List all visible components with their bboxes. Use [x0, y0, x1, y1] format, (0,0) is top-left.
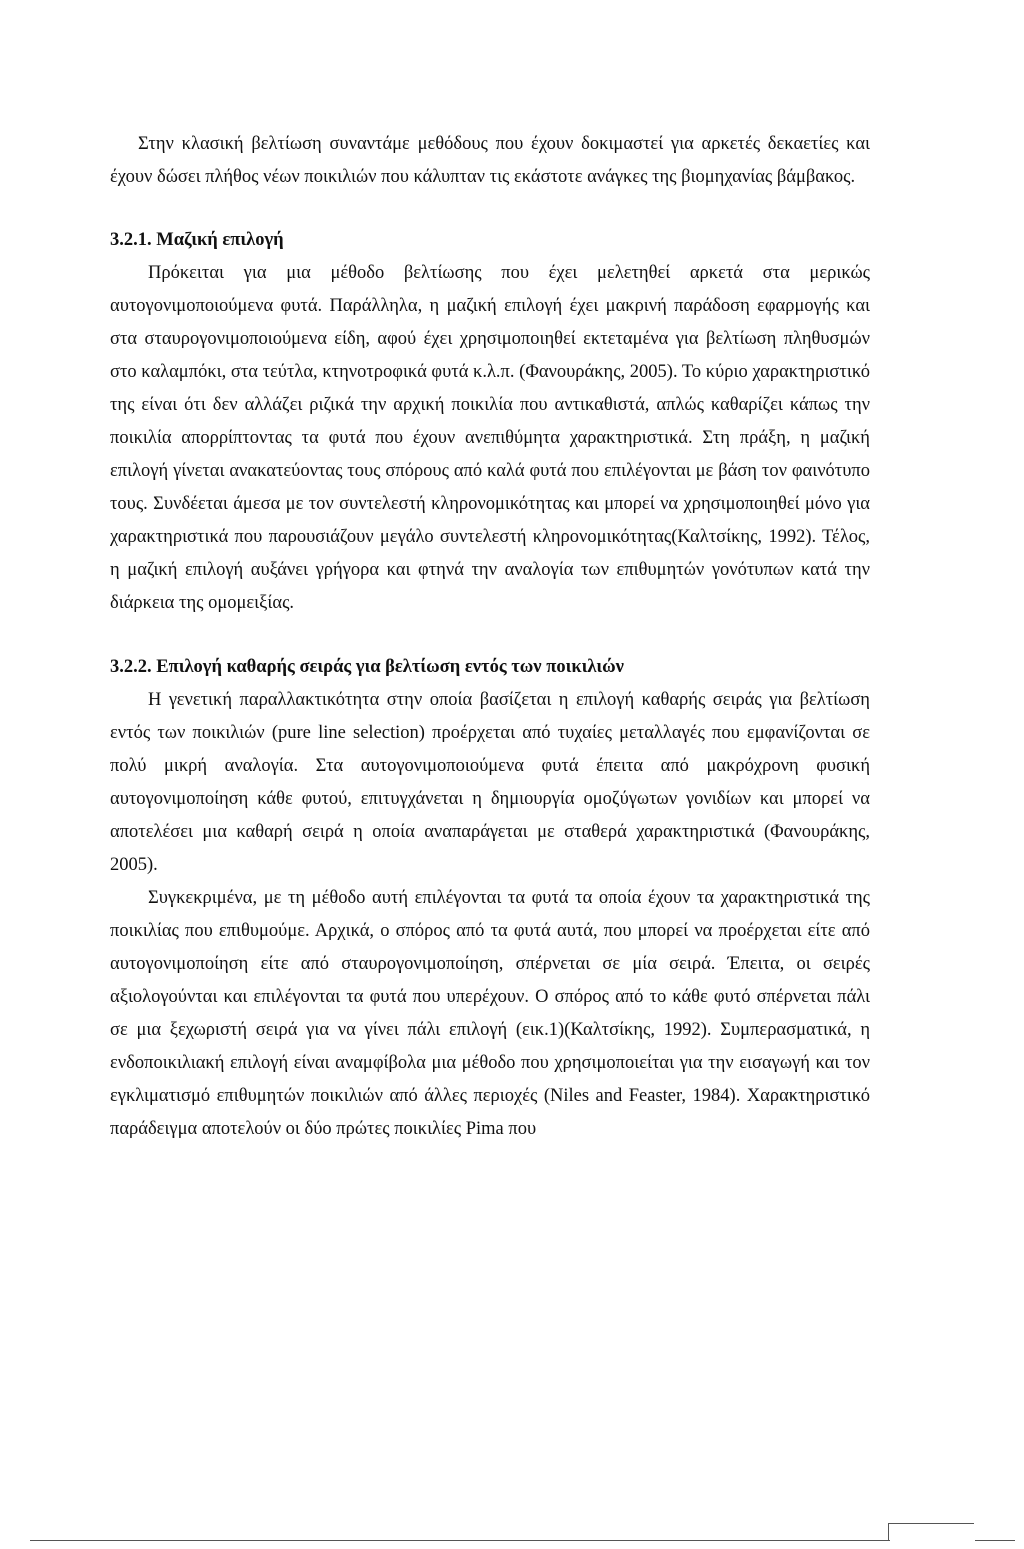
section-3-2-2-body-1: Η γενετική παραλλακτικότητα στην οποία βασίζεται η επιλογή καθαρής σειράς για βελτίωση εντός των ποικιλιών (pure line selection) προέρχεται από τυχαίες μεταλλαγές που εμφανίζονται σε πολύ μικρή αναλογία. Στα αυτογονιμοποιούμενα φυτά έπειτα από μακρόχρονη φυσική αυτογονιμοποίηση κάθε φυτού, επιτυγχάνεται η δημιουργία ομοζύγωτων γονιδίων και μπορεί να αποτελέσει μια καθαρή σειρά η οποία αναπαράγεται με σταθερά χαρακτηριστικά (Φανουράκης, 2005). — [110, 690, 870, 875]
section-number: 3.2.2. — [110, 657, 152, 677]
section-title: Επιλογή καθαρής σειράς για βελτίωση εντός των ποικιλιών — [156, 657, 624, 677]
document-page — [110, 128, 870, 1146]
footer-rule-right — [975, 1540, 1015, 1541]
section-number: 3.2.1. — [110, 230, 152, 250]
spacer — [110, 194, 870, 224]
intro-paragraph: Στην κλασική βελτίωση συναντάμε μεθόδους που έχουν δοκιμαστεί για αρκετές δεκαετίες και έχουν δώσει πλήθος νέων ποικιλιών που κάλυπταν τις εκάστοτε ανάγκες της βιομηχανίας βάμβακος. — [110, 134, 870, 187]
section-3-2-1-body: Πρόκειται για μια μέθοδο βελτίωσης που έχει μελετηθεί αρκετά στα μερικώς αυτογονιμοποιούμενα φυτά. Παράλληλα, η μαζική επιλογή έχει μακρινή παράδοση εφαρμογής και στα σταυρογονιμοποιούμενα είδη, αφού έχει χρησιμοποιηθεί εκτεταμένα για βελτίωση πληθυσμών στο καλαμπόκι, στα τεύτλα, κτηνοτροφικά φυτά κ.λ.π. (Φανουράκης, 2005). Το κύριο χαρακτηριστικό της είναι ότι δεν αλλάζει ριζικά την αρχική ποικιλία που αντικαθιστά, απλώς καθαρίζει κάπως την ποικιλία απορρίπτοντας τα φυτά που έχουν ανεπιθύμητα χαρακτηριστικά. Στη πράξη, η μαζική επιλογή γίνεται ανακατεύοντας τους σπόρους από καλά φυτά που επιλέγονται με βάση τον φαινότυπο τους. Συνδέεται άμεσα με τον συντελεστή κληρονομικότητας και μπορεί να χρησιμοποιηθεί μόνο για χαρακτηριστικά που παρουσιάζουν μεγάλο συντελεστή κληρονομικότητας(Καλτσίκης, 1992). Τέλος, η μαζική επιλογή αυξάνει γρήγορα και φτηνά την αναλογία των επιθυμητών γονότυπων κατά την διάρκεια της ομομειξίας. — [110, 263, 870, 613]
section-heading-3-2-2 — [110, 651, 870, 684]
spacer — [110, 620, 870, 651]
section-title: Μαζική επιλογή — [156, 230, 284, 250]
section-3-2-2-body-2: Συγκεκριμένα, με τη μέθοδο αυτή επιλέγονται τα φυτά τα οποία έχουν τα χαρακτηριστικά της ποικιλίας που επιθυμούμε. Αρχικά, ο σπόρος από τα φυτά αυτά, που μπορεί να προέρχεται είτε από αυτογονιμοποίηση είτε από σταυρογονιμοποίηση, σπέρνεται σε μία σειρά. Έπειτα, οι σειρές αξιολογούνται και επιλέγονται τα φυτά που υπερέχουν. Ο σπόρος από το κάθε φυτό σπέρνεται πάλι σε μια ξεχωριστή σειρά για να γίνει πάλι επιλογή (εικ.1)(Καλτσίκης, 1992). Συμπερασματικά, η ενδοποικιλιακή επιλογή είναι αναμφίβολα μια μέθοδο που χρησιμοποιείται για την εισαγωγή και τον εγκλιματισμό επιθυμητών ποικιλιών από άλλες περιοχές (Niles and Feaster, 1984). Χαρακτηριστικό παράδειγμα αποτελούν οι δύο πρώτες ποικιλίες Pima που — [110, 888, 870, 1139]
footer-box — [888, 1523, 974, 1541]
footer-rule — [30, 1540, 890, 1541]
section-heading-3-2-1 — [110, 224, 870, 257]
